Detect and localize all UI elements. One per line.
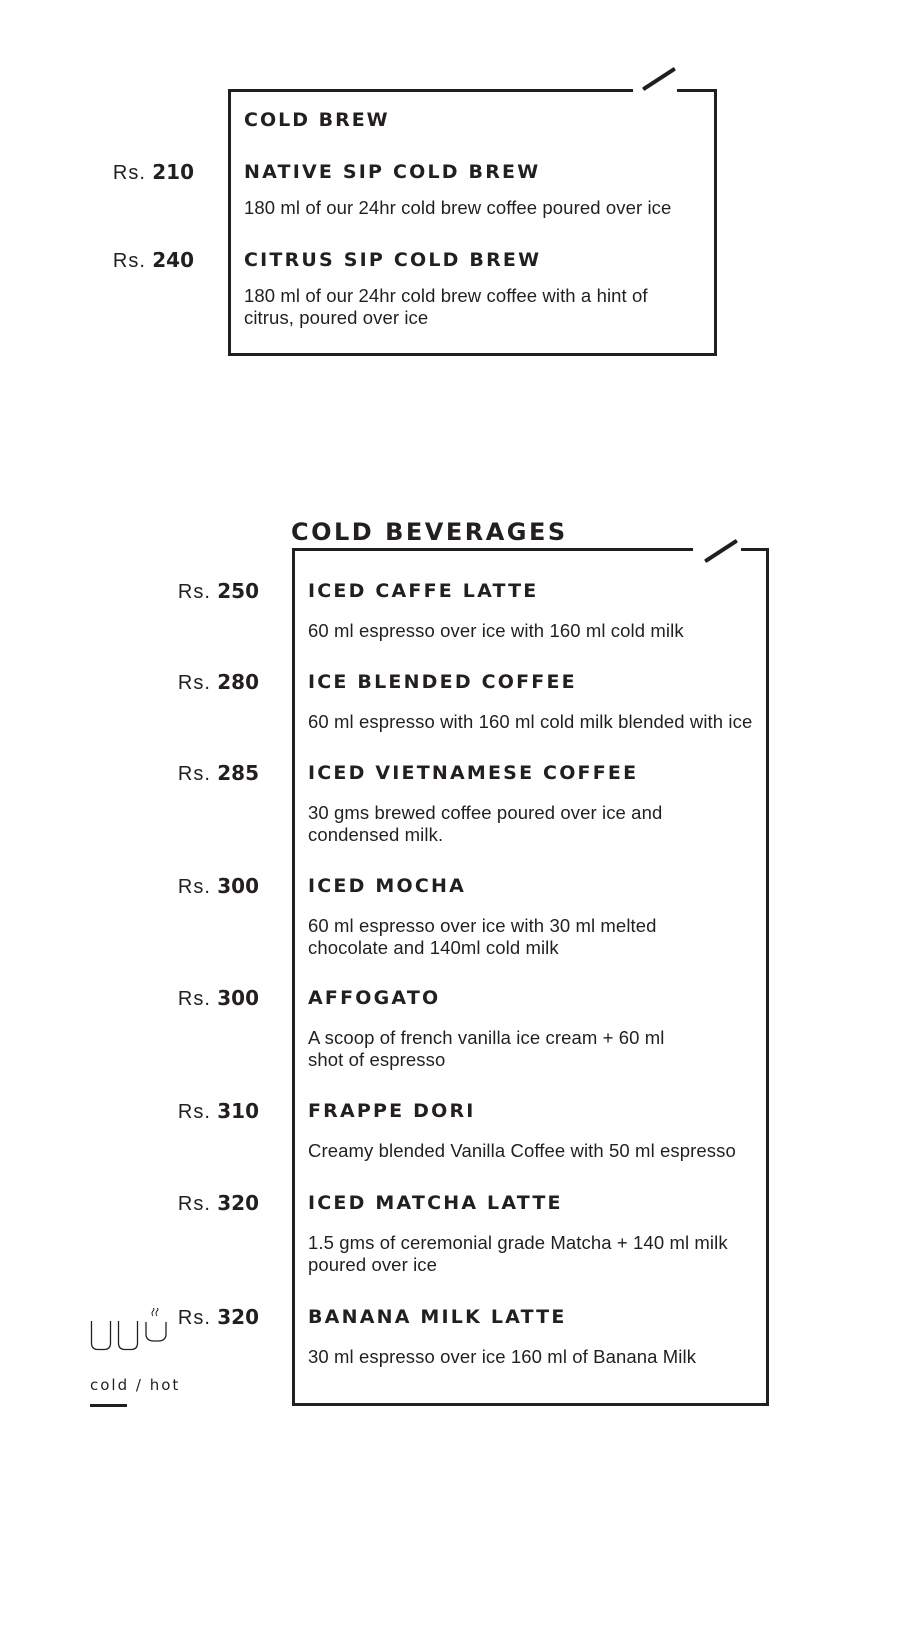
item-description-iced-mocha: 60 ml espresso over ice with 30 ml melted chocolate and 140ml cold milk [308,915,657,958]
item-name-iced-vietnamese-coffee: ICED VIETNAMESE COFFEE [308,762,639,784]
item-description-frappe-dori: Creamy blended Vanilla Coffee with 50 ml espresso [308,1140,736,1161]
item-name-iced-matcha-latte: ICED MATCHA LATTE [308,1192,563,1214]
item-name-iced-caffe-latte: ICED CAFFE LATTE [308,580,539,602]
price-iced-vietnamese-coffee: Rs. 285 [177,761,259,785]
price-affogato: Rs. 300 [177,986,259,1010]
item-name-citrus-sip-cold-brew: CITRUS SIP COLD BREW [244,249,542,271]
item-name-native-sip-cold-brew: NATIVE SIP COLD BREW [244,161,541,183]
item-name-banana-milk-latte: BANANA MILK LATTE [308,1306,567,1328]
item-description-iced-matcha-latte: 1.5 gms of ceremonial grade Matcha + 140 ml milk poured over ice [308,1232,728,1275]
item-description-affogato: A scoop of french vanilla ice cream + 60 ml shot of espresso [308,1027,665,1070]
price-banana-milk-latte: Rs. 320 [177,1305,259,1329]
item-description-citrus-sip-cold-brew: 180 ml of our 24hr cold brew coffee with a hint of citrus, poured over ice [244,285,648,328]
legend-label: cold / hot [90,1376,181,1394]
item-description-iced-vietnamese-coffee: 30 gms brewed coffee poured over ice and condensed milk. [308,802,663,845]
price-iced-matcha-latte: Rs. 320 [177,1191,259,1215]
hot-cup-icon [144,1308,168,1344]
item-name-affogato: AFFOGATO [308,987,441,1009]
cup-outline-icon [90,1319,112,1351]
cup-outline-icon [117,1319,139,1351]
price-iced-caffe-latte: Rs. 250 [177,579,259,603]
frame-slash-decoration [642,67,676,91]
item-name-iced-mocha: ICED MOCHA [308,875,466,897]
item-name-frappe-dori: FRAPPE DORI [308,1100,476,1122]
cold-brew-title: COLD BREW [244,109,390,131]
frame-slash-decoration [704,539,738,563]
price-frappe-dori: Rs. 310 [177,1099,259,1123]
price-native-sip-cold-brew: Rs. 210 [112,160,194,184]
item-description-iced-caffe-latte: 60 ml espresso over ice with 160 ml cold milk [308,620,684,641]
item-description-banana-milk-latte: 30 ml espresso over ice 160 ml of Banana Milk [308,1346,697,1367]
item-name-ice-blended-coffee: ICE BLENDED COFFEE [308,671,577,693]
price-citrus-sip-cold-brew: Rs. 240 [112,248,194,272]
legend-underline [90,1404,127,1407]
cold-beverages-title: COLD BEVERAGES [291,518,568,546]
price-iced-mocha: Rs. 300 [177,874,259,898]
item-description-native-sip-cold-brew: 180 ml of our 24hr cold brew coffee poured over ice [244,197,672,218]
price-ice-blended-coffee: Rs. 280 [177,670,259,694]
item-description-ice-blended-coffee: 60 ml espresso with 160 ml cold milk blended with ice [308,711,753,732]
